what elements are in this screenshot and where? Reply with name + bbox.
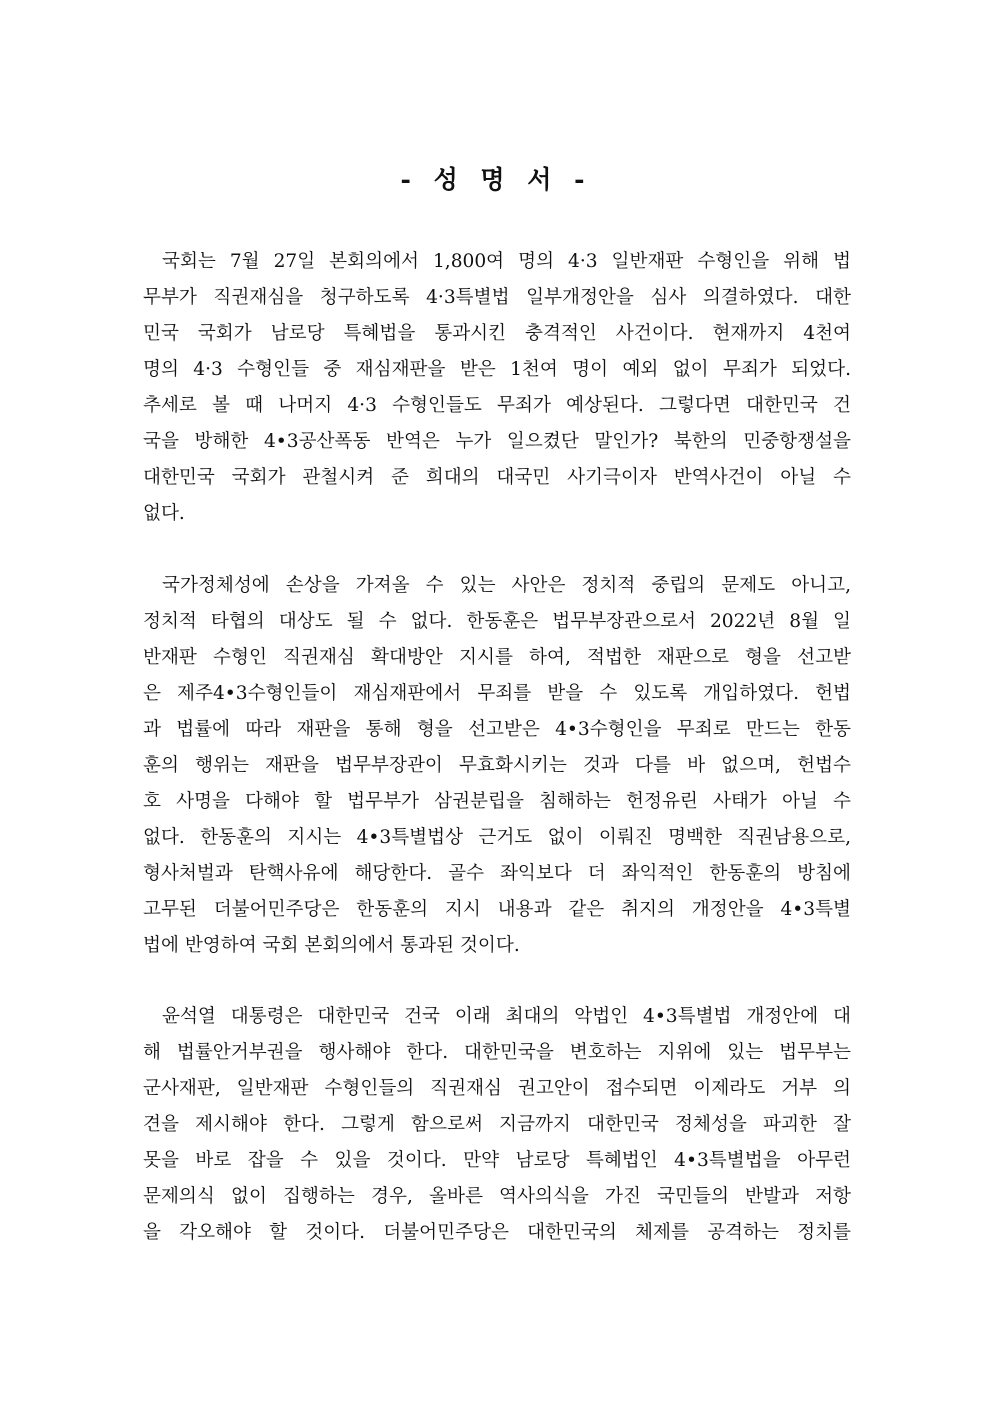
paragraph-line: 대한민국 국회가 관철시켜 준 희대의 대국민 사기극이자 반역사건이 아닐 수	[143, 467, 851, 488]
paragraph-line: 국을 방해한 4•3공산폭동 반역은 누가 일으켰단 말인가? 북한의 민중항쟁설을	[143, 431, 851, 452]
paragraph-line: 못을 바로 잡을 수 있을 것이다. 만약 남로당 특혜법인 4•3특별법을 아무런	[143, 1150, 851, 1171]
paragraph-1	[143, 244, 851, 532]
paragraph-line: 명의 4·3 수형인들 중 재심재판을 받은 1천여 명이 예외 없이 무죄가 되었다.	[143, 359, 851, 380]
paragraph-line: 국가정체성에 손상을 가져올 수 있는 사안은 정치적 중립의 문제도 아니고,	[162, 574, 851, 596]
paragraph-line: 무부가 직권재심을 청구하도록 4·3특별법 일부개정안을 심사 의결하였다. 대한	[143, 287, 851, 308]
paragraph-line: 과 법률에 따라 재판을 통해 형을 선고받은 4•3수형인을 무죄로 만드는 한동	[143, 718, 851, 740]
paragraph-line: 민국 국회가 남로당 특혜법을 통과시킨 충격적인 사건이다. 현재까지 4천여	[143, 323, 851, 344]
paragraph-line: 법에 반영하여 국회 본회의에서 통과된 것이다.	[143, 934, 520, 956]
paragraph-line: 견을 제시해야 한다. 그렇게 함으로써 지금까지 대한민국 정체성을 파괴한 잘	[143, 1114, 851, 1135]
paragraph-line: 훈의 행위는 재판을 법무부장관이 무효화시키는 것과 다를 바 없으며, 헌법수	[143, 754, 851, 776]
paragraph-line: 없다. 한동훈의 지시는 4•3특별법상 근거도 없이 이뤄진 명백한 직권남용으로,	[143, 826, 851, 848]
paragraph-line: 정치적 타협의 대상도 될 수 없다. 한동훈은 법무부장관으로서 2022년 8월 일	[143, 610, 851, 632]
paragraph-line: 형사처벌과 탄핵사유에 해당한다. 골수 좌익보다 더 좌익적인 한동훈의 방침에	[143, 862, 851, 884]
paragraph-line: 추세로 볼 때 나머지 4·3 수형인들도 무죄가 예상된다. 그렇다면 대한민국 건	[143, 395, 851, 416]
paragraph-line: 을 각오해야 할 것이다. 더불어민주당은 대한민국의 체제를 공격하는 정치를	[143, 1222, 851, 1243]
paragraph-3	[143, 999, 851, 1251]
paragraph-2	[143, 568, 851, 964]
paragraph-line: 고무된 더불어민주당은 한동훈의 지시 내용과 같은 취지의 개정안을 4•3특별	[143, 898, 851, 920]
paragraph-line: 군사재판, 일반재판 수형인들의 직권재심 권고안이 접수되면 이제라도 거부 의	[143, 1078, 851, 1099]
document-title: - 성 명 서 -	[400, 165, 592, 194]
paragraph-line: 호 사명을 다해야 할 법무부가 삼권분립을 침해하는 헌정유린 사태가 아닐 수	[143, 790, 851, 812]
paragraph-line: 은 제주4•3수형인들이 재심재판에서 무죄를 받을 수 있도록 개입하였다. 헌법	[143, 682, 851, 704]
paragraph-line: 윤석열 대통령은 대한민국 건국 이래 최대의 악법인 4•3특별법 개정안에 대	[162, 1006, 851, 1027]
paragraph-line: 문제의식 없이 집행하는 경우, 올바른 역사의식을 가진 국민들의 반발과 저항	[143, 1186, 851, 1207]
paragraph-line: 국회는 7월 27일 본회의에서 1,800여 명의 4·3 일반재판 수형인을 위해 법	[162, 251, 851, 272]
paragraph-line: 해 법률안거부권을 행사해야 한다. 대한민국을 변호하는 지위에 있는 법무부는	[143, 1042, 851, 1063]
paragraph-line: 반재판 수형인 직권재심 확대방안 지시를 하여, 적법한 재판으로 형을 선고받	[143, 646, 851, 668]
document-body	[143, 244, 851, 1287]
paragraph-line: 없다.	[143, 503, 185, 524]
